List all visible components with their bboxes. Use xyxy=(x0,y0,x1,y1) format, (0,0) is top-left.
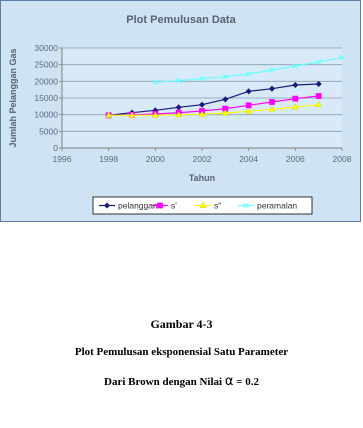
x-axis-title: Tahun xyxy=(188,173,216,183)
y-tick-label: 25000 xyxy=(34,59,58,70)
figure-subcaption xyxy=(0,374,363,389)
subcaption-suffix: = 0.2 xyxy=(233,376,259,388)
data-point-s xyxy=(270,100,275,105)
y-tick-label: 15000 xyxy=(34,93,58,103)
y-tick-label: 0 xyxy=(53,143,58,153)
x-tick-label: 2006 xyxy=(285,154,305,164)
legend-label-peramalan: peramalan xyxy=(257,200,298,211)
y-tick-label: 10000 xyxy=(34,109,58,120)
y-tick-label: 5000 xyxy=(39,126,58,137)
x-tick-label: 2008 xyxy=(332,154,352,164)
y-axis-title: Jumlah Pelanggan Gas xyxy=(8,48,18,148)
y-tick-label: 20000 xyxy=(34,76,58,87)
x-tick-label: 1998 xyxy=(99,154,119,164)
legend-label-pelanggan: pelanggan xyxy=(118,200,158,211)
data-point-s xyxy=(246,103,251,108)
data-point-s xyxy=(293,96,298,101)
legend-label-s: s'' xyxy=(214,200,222,211)
x-tick-label: 1996 xyxy=(52,154,72,164)
alpha-symbol: α xyxy=(224,374,234,389)
figure-caption: Plot Pemulusan eksponensial Satu Parameter xyxy=(74,346,289,358)
x-tick-label: 2004 xyxy=(239,154,259,164)
y-tick-label: 30000 xyxy=(34,43,58,53)
x-tick-label: 2000 xyxy=(145,154,165,164)
chart-title: Plot Pemulusan Data xyxy=(126,14,236,26)
line-chart xyxy=(1,1,362,223)
x-tick-label: 2002 xyxy=(192,154,212,164)
legend-label-s: s' xyxy=(171,200,177,211)
subcaption-prefix: Dari Brown dengan Nilai xyxy=(104,376,225,388)
data-point-s xyxy=(316,94,321,99)
figure-number: Gambar 4-3 xyxy=(150,317,213,331)
legend-marker-s xyxy=(158,203,163,208)
